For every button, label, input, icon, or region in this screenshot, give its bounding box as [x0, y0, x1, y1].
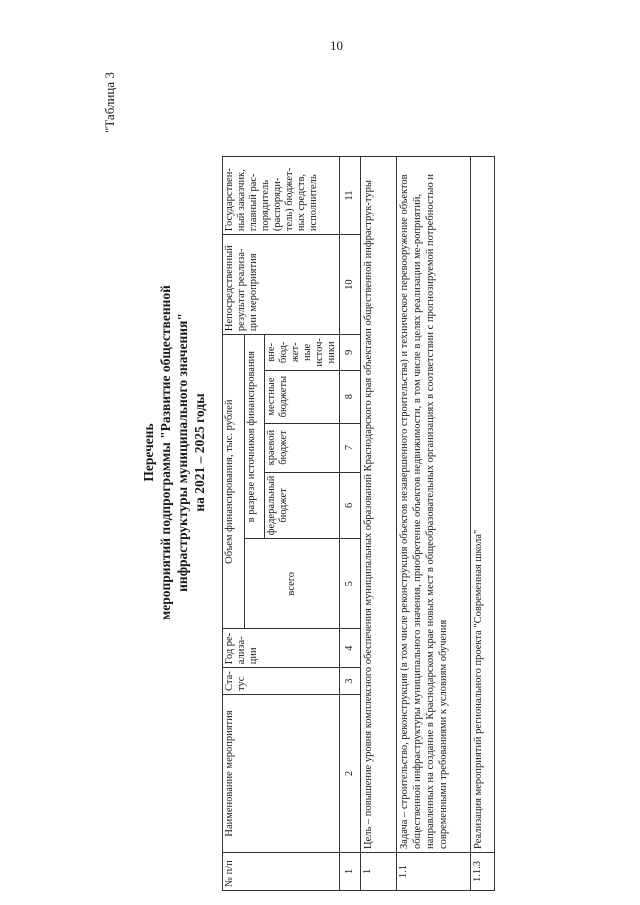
row-text: Реализация мероприятий регионального проекта "Современная школа" — [471, 157, 495, 853]
column-number: 4 — [340, 629, 361, 668]
column-number: 6 — [340, 472, 361, 539]
header-status: Ста-тус — [223, 668, 340, 695]
header-federal: федеральный бюджет — [265, 472, 340, 539]
header-total: всего — [245, 539, 340, 629]
header-name: Наименование мероприятия — [223, 695, 340, 853]
header-customer: Государствен-ный заказчик, главный рас-порядитель (распоряди-тель) бюджет-ных средств, исполнитель — [223, 157, 340, 235]
column-number: 9 — [340, 335, 361, 370]
row-text: Задача – строительство, реконструкция (в том числе реконструкция объектов незавершенного строительства) и техническое перевооружение объектов общественной инфраструктуры муниципального значения, приобретение объектов недвижимости, в том числе в целях реализации ме-роприятий, направленных на создание в Краснодарском крае новых мест в общеобразовательных организациях в соответствии с прогнозируемой потребностью и современными требованиями к условиям обучения — [397, 157, 471, 853]
header-result: Непосредственный результат реализа-ции мероприятия — [223, 235, 340, 335]
column-number: 5 — [340, 539, 361, 629]
row-number: 1 — [361, 853, 397, 891]
heading-line-1: Перечень — [141, 423, 156, 482]
heading-line-3: инфраструктуры муниципального значения" — [175, 313, 190, 592]
header-extra: вне-бюд-жет-ные источ-ники — [265, 335, 340, 370]
column-number: 1 — [340, 853, 361, 891]
header-volume: Объем финансирования, тыс. рублей — [223, 335, 245, 629]
table-row — [397, 157, 471, 891]
column-number: 8 — [340, 370, 361, 423]
document-heading — [140, 150, 208, 755]
row-number: 1.1 — [397, 853, 471, 891]
table-caption: "Таблица 3 — [102, 72, 117, 133]
column-number: 3 — [340, 668, 361, 695]
heading-line-2: мероприятий подпрограммы "Развитие общественной — [158, 285, 173, 620]
measures-table — [222, 156, 495, 891]
header-year: Год ре-ализа-ции — [223, 629, 340, 668]
row-number: 1.1.3 — [471, 853, 495, 891]
header-local: местные бюджеты — [265, 370, 340, 423]
row-text: Цель – повышение уровня комплексного обеспечения муниципальных образований Краснодарского края объектами общественной инфраструк-туры — [361, 157, 397, 853]
column-number: 11 — [340, 157, 361, 235]
table-row — [471, 157, 495, 891]
table-row — [361, 157, 397, 891]
header-regional: краевой бюджет — [265, 423, 340, 472]
column-number: 10 — [340, 235, 361, 335]
heading-line-4: на 2021 – 2025 годы — [192, 393, 207, 512]
column-number: 2 — [340, 695, 361, 853]
header-by-source: в разрезе источников финансирования — [245, 335, 265, 539]
column-number: 7 — [340, 423, 361, 472]
header-num: № п/п — [223, 853, 340, 891]
page-number: 10 — [330, 38, 343, 53]
